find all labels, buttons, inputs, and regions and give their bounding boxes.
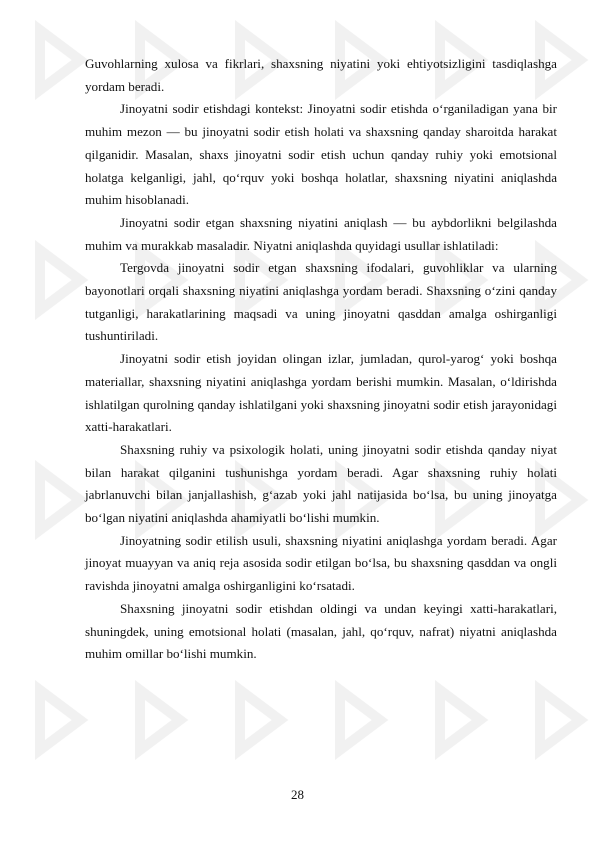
paragraph-5: Jinoyatni sodir etish joyidan olingan izlar, jumladan, qurol-yarogʻ yoki boshqa materiallar, shaxsning niyatini aniqlashga yordam berishi mumkin. Masalan, oʻldirishda ishlatilgan qurolning qanday ishlatilgani yoki shaxsning jinoyatni sodir etish jarayonidagi xatti-harakatlari. — [85, 351, 557, 435]
paragraph-6: Shaxsning ruhiy va psixologik holati, uning jinoyatni sodir etishda qanday niyat bilan harakat qilganini tushunishga yordam beradi. Agar shaxsning ruhiy holati jabrlanuvchi bilan janjallashish, gʻazab yoki jahl natijasida boʻlsa, bu uning jinoyatga boʻlgan niyatini aniqlashda ahamiyatli boʻlishi mumkin. — [85, 441, 557, 526]
paragraph-7: Jinoyatning sodir etilish usuli, shaxsning niyatini aniqlashga yordam beradi. Agar jinoyat muayyan va aniq reja asosida sodir etilgan boʻlsa, bu shaxsning qasddan va ongli ravishda jinoyatni amalga oshirganligini koʻrsatadi. — [85, 532, 557, 594]
paragraph-1: Guvohlarning xulosa va fikrlari, shaxsning niyatini yoki ehtiyotsizligini tasdiqlashga yordam beradi. — [85, 56, 557, 94]
page-number: 28 — [291, 787, 304, 802]
paragraph-4: Tergovda jinoyatni sodir etgan shaxsning ifodalari, guvohliklar va ularning bayonotlari orqali shaxsning niyatini aniqlashga yordam beradi. Shaxsning oʻzini qanday tutganligi, harakatlarining maqsadi va uning jinoyatni qasddan amalga oshirganligi tushuntiriladi. — [85, 260, 557, 344]
paragraph-8: Shaxsning jinoyatni sodir etishdan oldingi va undan keyingi xatti-harakatlari, shuningdek, uning emotsional holati (masalan, jahl, qoʻrquv, nafrat) niyatni aniqlashda muhim omillar boʻlishi mumkin. — [85, 600, 557, 662]
paragraph-2: Jinoyatni sodir etishdagi kontekst: Jinoyatni sodir etishda oʻrganiladigan yana bir muhim mezon — bu jinoyatni sodir etish holati va shaxsning qanday sharoitda harakat qilganidir. Masalan, shaxs jinoyatni sodir etish uchun qanday ruhiy yoki emotsional holatga kelganligi, jahl, qoʻrquv yoki boshqa holatlar, shaxsning niyatini aniqlashda muhim hisoblanadi. — [85, 101, 557, 208]
document-body — [85, 53, 557, 666]
paragraph-3: Jinoyatni sodir etgan shaxsning niyatini aniqlash — bu aybdorlikni belgilashda muhim va murakkab masaladir. Niyatni aniqlashda quyidagi usullar ishlatiladi: — [85, 214, 557, 253]
